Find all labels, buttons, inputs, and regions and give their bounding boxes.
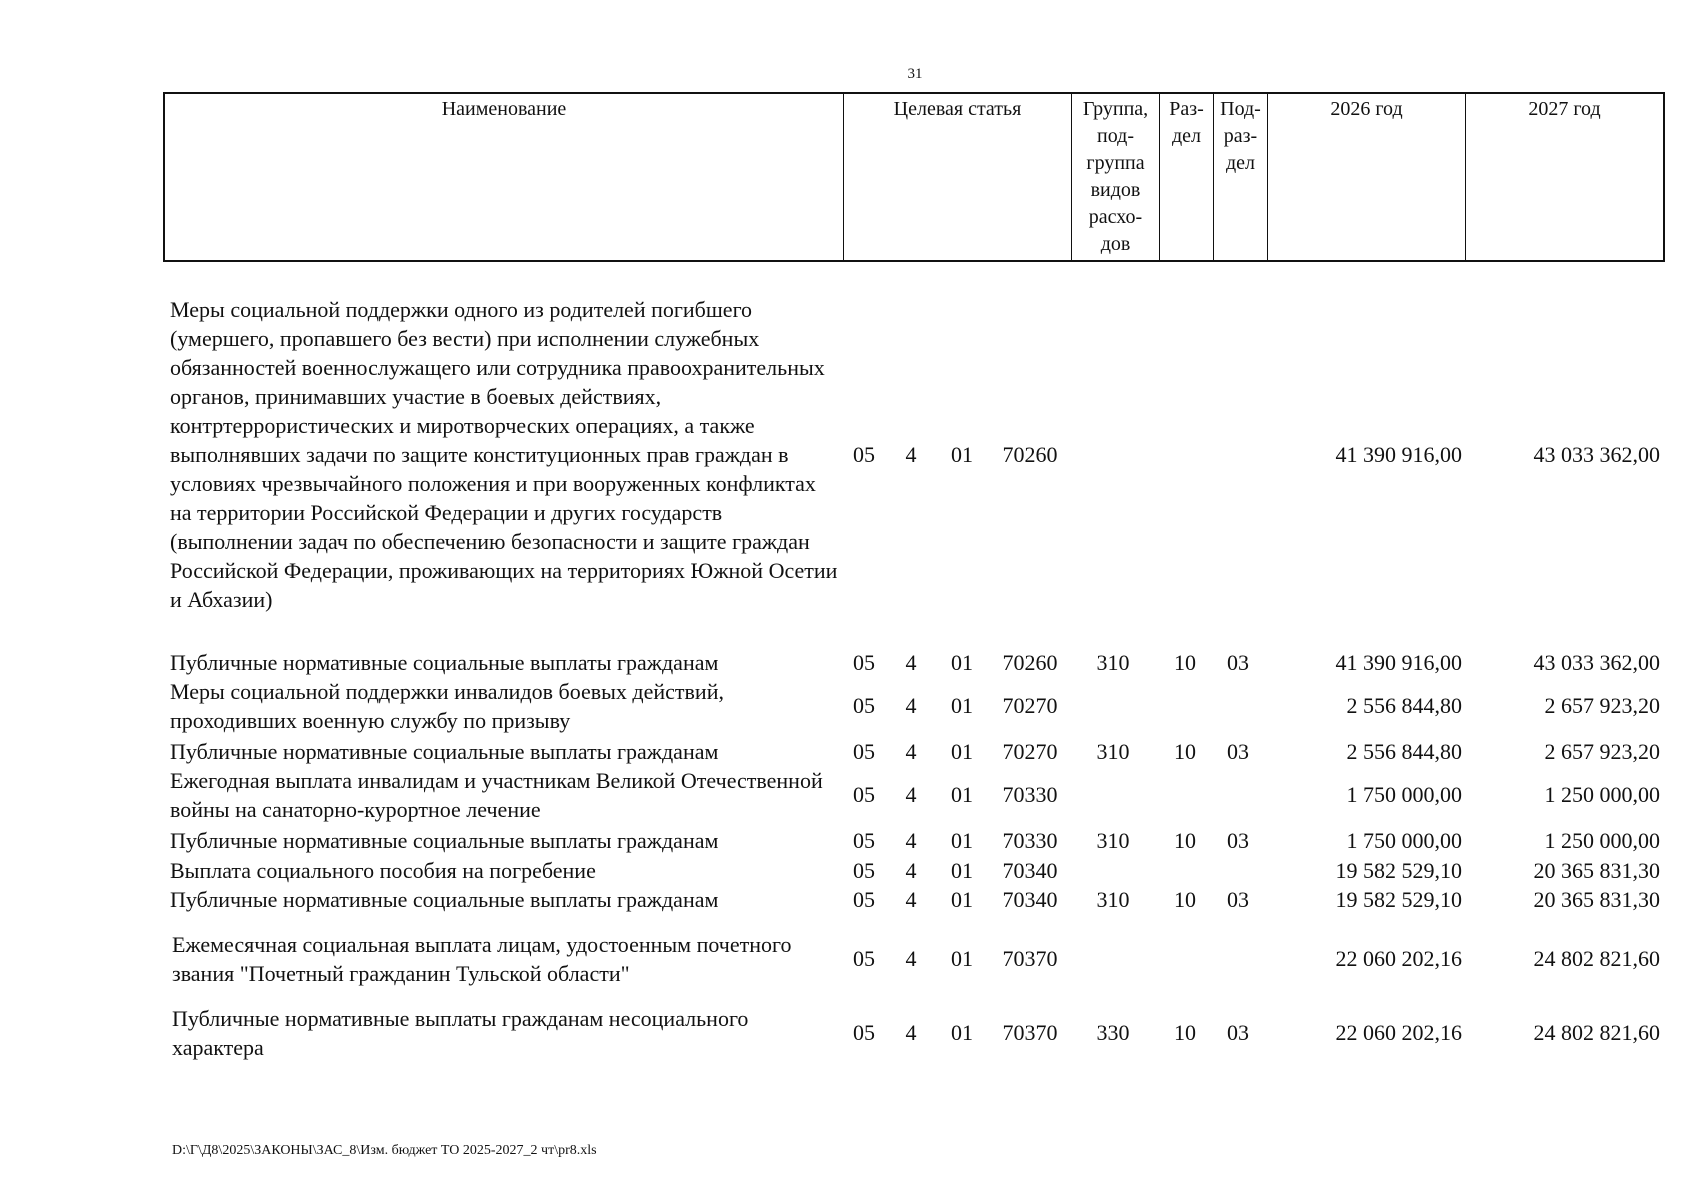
row-2027: 24 802 821,60 xyxy=(1533,946,1660,971)
header-2026-label: 2026 год xyxy=(1330,98,1403,120)
header-section-line: Раз- xyxy=(1169,98,1204,120)
row-code-2: 4 xyxy=(905,739,917,764)
row-code-2: 4 xyxy=(905,442,917,467)
row-2027: 1 250 000,00 xyxy=(1544,782,1660,807)
row-code-3: 01 xyxy=(951,739,973,764)
header-2027-label: 2027 год xyxy=(1528,98,1601,120)
row-name: Публичные нормативные социальные выплаты гражданам xyxy=(170,650,719,675)
row-section: 10 xyxy=(1174,887,1196,912)
row-name: Ежегодная выплата инвалидам и участникам Великой Отечественной войны на санаторно-курортное лечение xyxy=(170,768,823,822)
row-2027: 20 365 831,30 xyxy=(1533,887,1660,912)
row-subsection: 03 xyxy=(1227,828,1249,853)
row-code-4: 70330 xyxy=(1002,782,1058,807)
row-code-3: 01 xyxy=(951,693,973,718)
header-section xyxy=(1159,94,1213,260)
row-code-2: 4 xyxy=(905,1020,917,1045)
row-code-2: 4 xyxy=(905,858,917,883)
row-expense-type: 310 xyxy=(1096,739,1130,764)
row-code-4: 70340 xyxy=(1002,858,1058,883)
row-expense-type: 310 xyxy=(1096,887,1130,912)
header-subsection-line: раз- xyxy=(1223,125,1258,147)
header-group-line: под- xyxy=(1097,125,1134,147)
row-code-3: 01 xyxy=(951,858,973,883)
header-group-line: Группа, xyxy=(1082,98,1149,120)
header-name xyxy=(165,94,843,260)
row-2026: 19 582 529,10 xyxy=(1335,858,1462,883)
row-2026: 1 750 000,00 xyxy=(1346,782,1462,807)
table-header xyxy=(163,92,1665,262)
row-code-2: 4 xyxy=(905,828,917,853)
row-expense-type: 310 xyxy=(1096,650,1130,675)
row-2027: 20 365 831,30 xyxy=(1533,858,1660,883)
row-code-3: 01 xyxy=(951,887,973,912)
header-2026 xyxy=(1267,94,1465,260)
row-name: Меры социальной поддержки одного из родителей погибшего (умершего, пропавшего без вести) при исполнении служебных обязанностей военнослужащего или сотрудника правоохранительных органов, принимавших участие в боевых действиях, контртеррористических и миротворческих операциях, а также выполнявших задачи по защите конституционных прав граждан в условиях чрезвычайного положения и при вооруженных конфликтах на территории Российской Федерации и других государств (выполнении задач по обеспечению безопасности и защите граждан Российской Федерации, проживающих на территориях Южной Осетии и Абхазии) xyxy=(170,297,838,612)
row-2026: 2 556 844,80 xyxy=(1346,693,1462,718)
row-code-3: 01 xyxy=(951,650,973,675)
row-name: Публичные нормативные социальные выплаты гражданам xyxy=(170,828,719,853)
row-name: Публичные нормативные социальные выплаты гражданам xyxy=(170,887,719,912)
row-2027: 1 250 000,00 xyxy=(1544,828,1660,853)
row-name: Публичные нормативные социальные выплаты гражданам xyxy=(170,739,719,764)
footer-file-path: D:\Г\Д8\2025\ЗАКОНЫ\ЗАС_8\Изм. бюджет ТО 2025-2027_2 чт\pr8.xls xyxy=(172,1143,597,1158)
header-target-label: Целевая статья xyxy=(893,98,1022,120)
row-section: 10 xyxy=(1174,1020,1196,1045)
row-code-4: 70260 xyxy=(1002,442,1058,467)
row-2027: 2 657 923,20 xyxy=(1544,739,1660,764)
header-subsection xyxy=(1213,94,1267,260)
row-2027: 2 657 923,20 xyxy=(1544,693,1660,718)
row-code-3: 01 xyxy=(951,946,973,971)
row-code-4: 70340 xyxy=(1002,887,1058,912)
row-code-1: 05 xyxy=(853,828,875,853)
row-2026: 41 390 916,00 xyxy=(1335,650,1462,675)
header-group xyxy=(1071,94,1159,260)
row-2026: 2 556 844,80 xyxy=(1346,739,1462,764)
row-name: Меры социальной поддержки инвалидов боевых действий, проходивших военную службу по призыву xyxy=(170,679,724,733)
row-code-3: 01 xyxy=(951,782,973,807)
row-subsection: 03 xyxy=(1227,1020,1249,1045)
row-2026: 19 582 529,10 xyxy=(1335,887,1462,912)
row-code-4: 70370 xyxy=(1002,1020,1058,1045)
row-code-2: 4 xyxy=(905,693,917,718)
row-code-1: 05 xyxy=(853,650,875,675)
header-group-line: видов xyxy=(1090,179,1141,201)
row-code-2: 4 xyxy=(905,782,917,807)
row-code-2: 4 xyxy=(905,887,917,912)
row-code-1: 05 xyxy=(853,887,875,912)
row-code-2: 4 xyxy=(905,650,917,675)
row-2027: 43 033 362,00 xyxy=(1533,650,1660,675)
row-code-1: 05 xyxy=(853,442,875,467)
row-code-3: 01 xyxy=(951,1020,973,1045)
header-2027 xyxy=(1465,94,1663,260)
row-section: 10 xyxy=(1174,650,1196,675)
row-code-1: 05 xyxy=(853,1020,875,1045)
row-2027: 43 033 362,00 xyxy=(1533,442,1660,467)
row-2026: 22 060 202,16 xyxy=(1335,1020,1462,1045)
header-name-label: Наименование xyxy=(441,98,567,120)
row-2026: 1 750 000,00 xyxy=(1346,828,1462,853)
row-subsection: 03 xyxy=(1227,650,1249,675)
row-code-4: 70270 xyxy=(1002,739,1058,764)
row-code-1: 05 xyxy=(853,693,875,718)
header-subsection-line: Под- xyxy=(1220,98,1261,120)
row-section: 10 xyxy=(1174,828,1196,853)
header-section-line: дел xyxy=(1171,125,1202,147)
row-code-1: 05 xyxy=(853,946,875,971)
header-target xyxy=(843,94,1071,260)
row-code-4: 70330 xyxy=(1002,828,1058,853)
header-subsection-line: дел xyxy=(1225,152,1256,174)
row-code-1: 05 xyxy=(853,782,875,807)
header-group-line: дов xyxy=(1100,233,1131,255)
row-expense-type: 310 xyxy=(1096,828,1130,853)
row-code-4: 70370 xyxy=(1002,946,1058,971)
row-expense-type: 330 xyxy=(1096,1020,1130,1045)
row-name: Публичные нормативные выплаты гражданам несоциального характера xyxy=(172,1006,749,1060)
row-code-2: 4 xyxy=(905,946,917,971)
row-name: Выплата социального пособия на погребение xyxy=(170,858,596,883)
row-section: 10 xyxy=(1174,739,1196,764)
row-code-3: 01 xyxy=(951,442,973,467)
row-code-4: 70260 xyxy=(1002,650,1058,675)
row-2026: 22 060 202,16 xyxy=(1335,946,1462,971)
header-group-line: расхо- xyxy=(1088,206,1143,228)
row-code-1: 05 xyxy=(853,739,875,764)
row-code-3: 01 xyxy=(951,828,973,853)
header-group-line: группа xyxy=(1086,152,1145,174)
row-subsection: 03 xyxy=(1227,887,1249,912)
row-2027: 24 802 821,60 xyxy=(1533,1020,1660,1045)
row-code-1: 05 xyxy=(853,858,875,883)
row-2026: 41 390 916,00 xyxy=(1335,442,1462,467)
page-number: 31 xyxy=(907,66,923,82)
row-subsection: 03 xyxy=(1227,739,1249,764)
row-code-4: 70270 xyxy=(1002,693,1058,718)
row-name: Ежемесячная социальная выплата лицам, удостоенным почетного звания "Почетный гражданин Тульской области" xyxy=(172,932,792,986)
